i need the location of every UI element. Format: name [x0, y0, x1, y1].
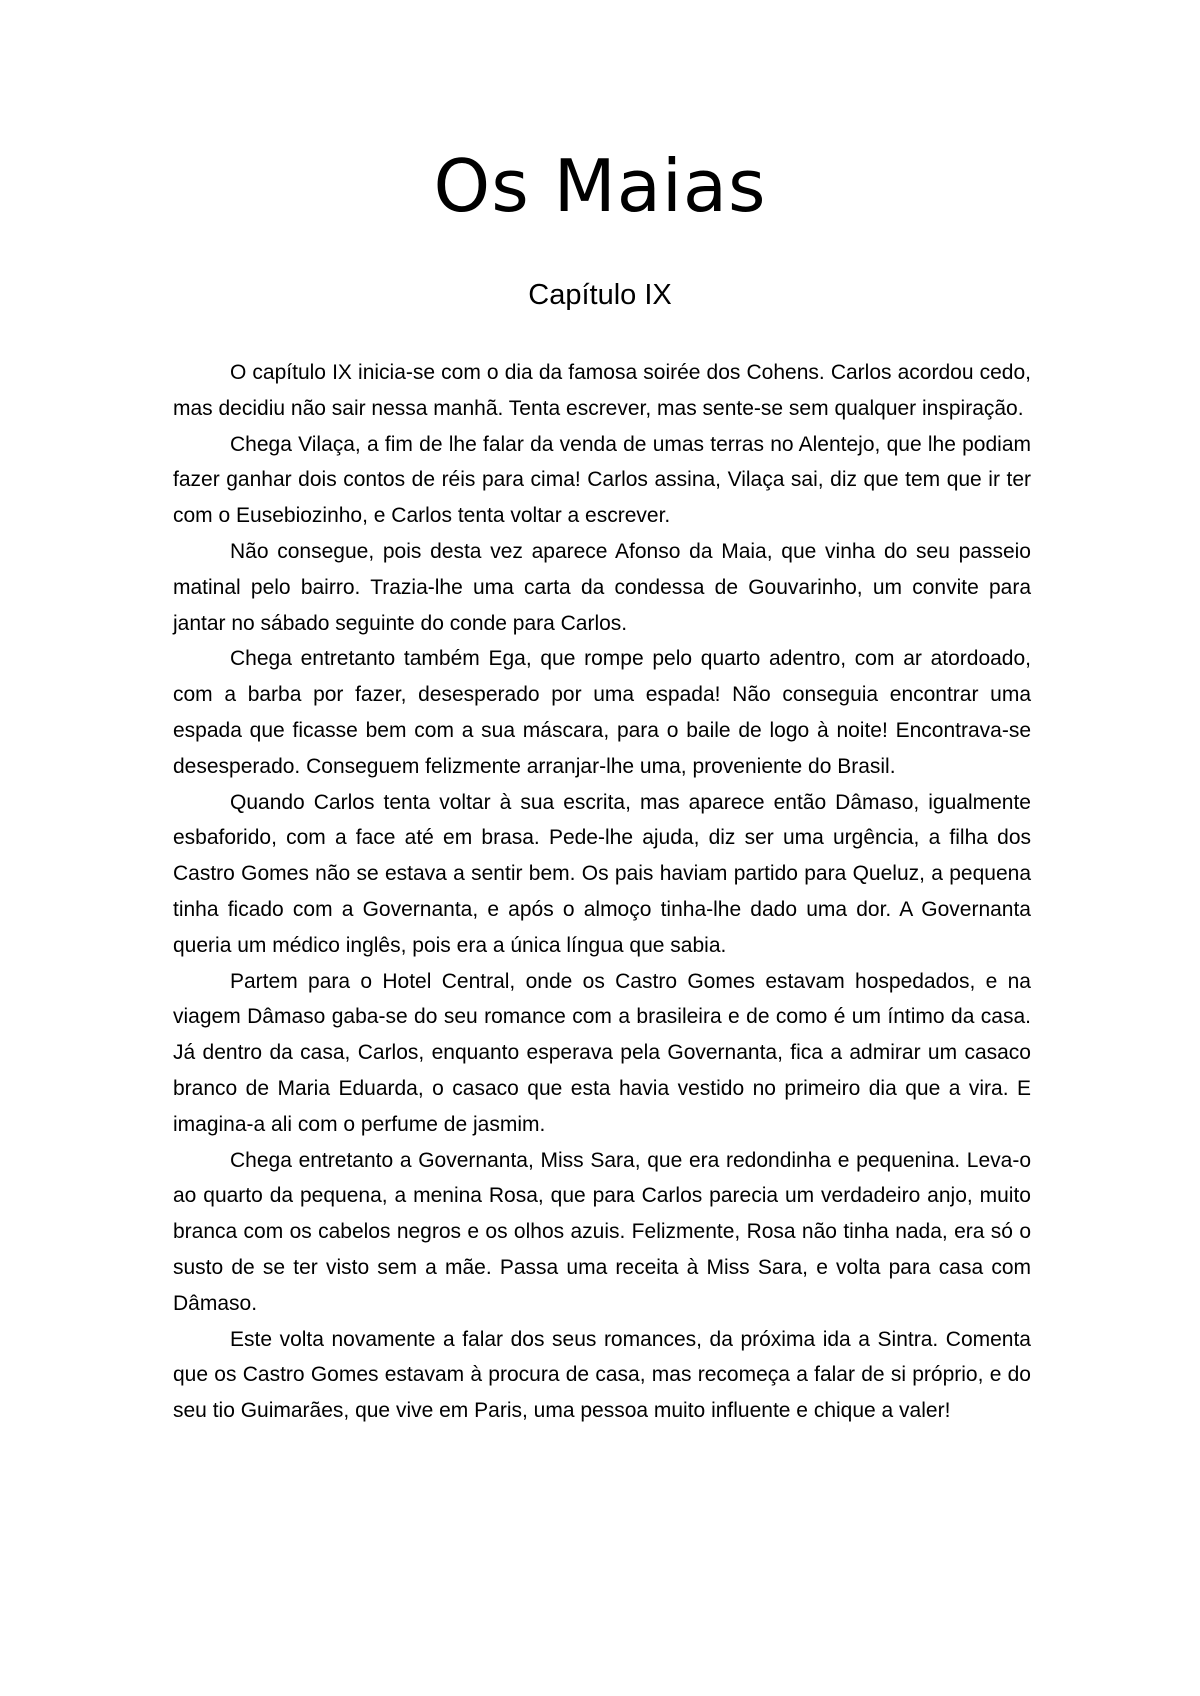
chapter-heading: Capítulo IX [528, 279, 672, 311]
body-paragraph: Este volta novamente a falar dos seus romances, da próxima ida a Sintra. Comenta que os Castro Gomes estavam à procura de casa, mas recomeça a falar de si próprio, e do seu tio Guimarães, que vive em Paris, uma pessoa muito influente e chique a valer! [173, 1327, 1031, 1423]
body-paragraph: Chega Vilaça, a fim de lhe falar da venda de umas terras no Alentejo, que lhe podiam fazer ganhar dois contos de réis para cima! Carlos assina, Vilaça sai, diz que tem que ir ter com o Eusebiozinho, e Carlos tenta voltar a escrever. [173, 432, 1031, 528]
document-title: Os Maias [433, 144, 767, 228]
body-paragraph: Quando Carlos tenta voltar à sua escrita, mas aparece então Dâmaso, igualmente esbaforido, com a face até em brasa. Pede-lhe ajuda, diz ser uma urgência, a filha dos Castro Gomes não se estava a sentir bem. Os pais haviam partido para Queluz, a pequena tinha ficado com a Governanta, e após o almoço tinha-lhe dado uma dor. A Governanta queria um médico inglês, pois era a única língua que sabia. [173, 790, 1031, 957]
body-paragraph: Chega entretanto também Ega, que rompe pelo quarto adentro, com ar atordoado, com a barba por fazer, desesperado por uma espada! Não conseguia encontrar uma espada que ficasse bem com a sua máscara, para o baile de logo à noite! Encontrava-se desesperado. Conseguem felizmente arranjar-lhe uma, proveniente do Brasil. [173, 647, 1031, 778]
body-paragraph: O capítulo IX inicia-se com o dia da famosa soirée dos Cohens. Carlos acordou cedo, mas decidiu não sair nessa manhã. Tenta escrever, mas sente-se sem qualquer inspiração. [173, 361, 1031, 420]
body-paragraph: Chega entretanto a Governanta, Miss Sara, que era redondinha e pequenina. Leva-o ao quarto da pequena, a menina Rosa, que para Carlos parecia um verdadeiro anjo, muito branca com os cabelos negros e os olhos azuis. Felizmente, Rosa não tinha nada, era só o susto de se ter visto sem a mãe. Passa uma receita à Miss Sara, e volta para casa com Dâmaso. [173, 1148, 1031, 1315]
body-paragraph: Partem para o Hotel Central, onde os Castro Gomes estavam hospedados, e na viagem Dâmaso gaba-se do seu romance com a brasileira e de como é um íntimo da casa. Já dentro da casa, Carlos, enquanto esperava pela Governanta, fica a admirar um casaco branco de Maria Eduarda, o casaco que esta havia vestido no primeiro dia que a vira. E imagina-a ali com o perfume de jasmim. [173, 969, 1031, 1136]
document-body [173, 355, 1031, 1429]
body-paragraph: Não consegue, pois desta vez aparece Afonso da Maia, que vinha do seu passeio matinal pelo bairro. Trazia-lhe uma carta da condessa de Gouvarinho, um convite para jantar no sábado seguinte do conde para Carlos. [173, 539, 1031, 635]
